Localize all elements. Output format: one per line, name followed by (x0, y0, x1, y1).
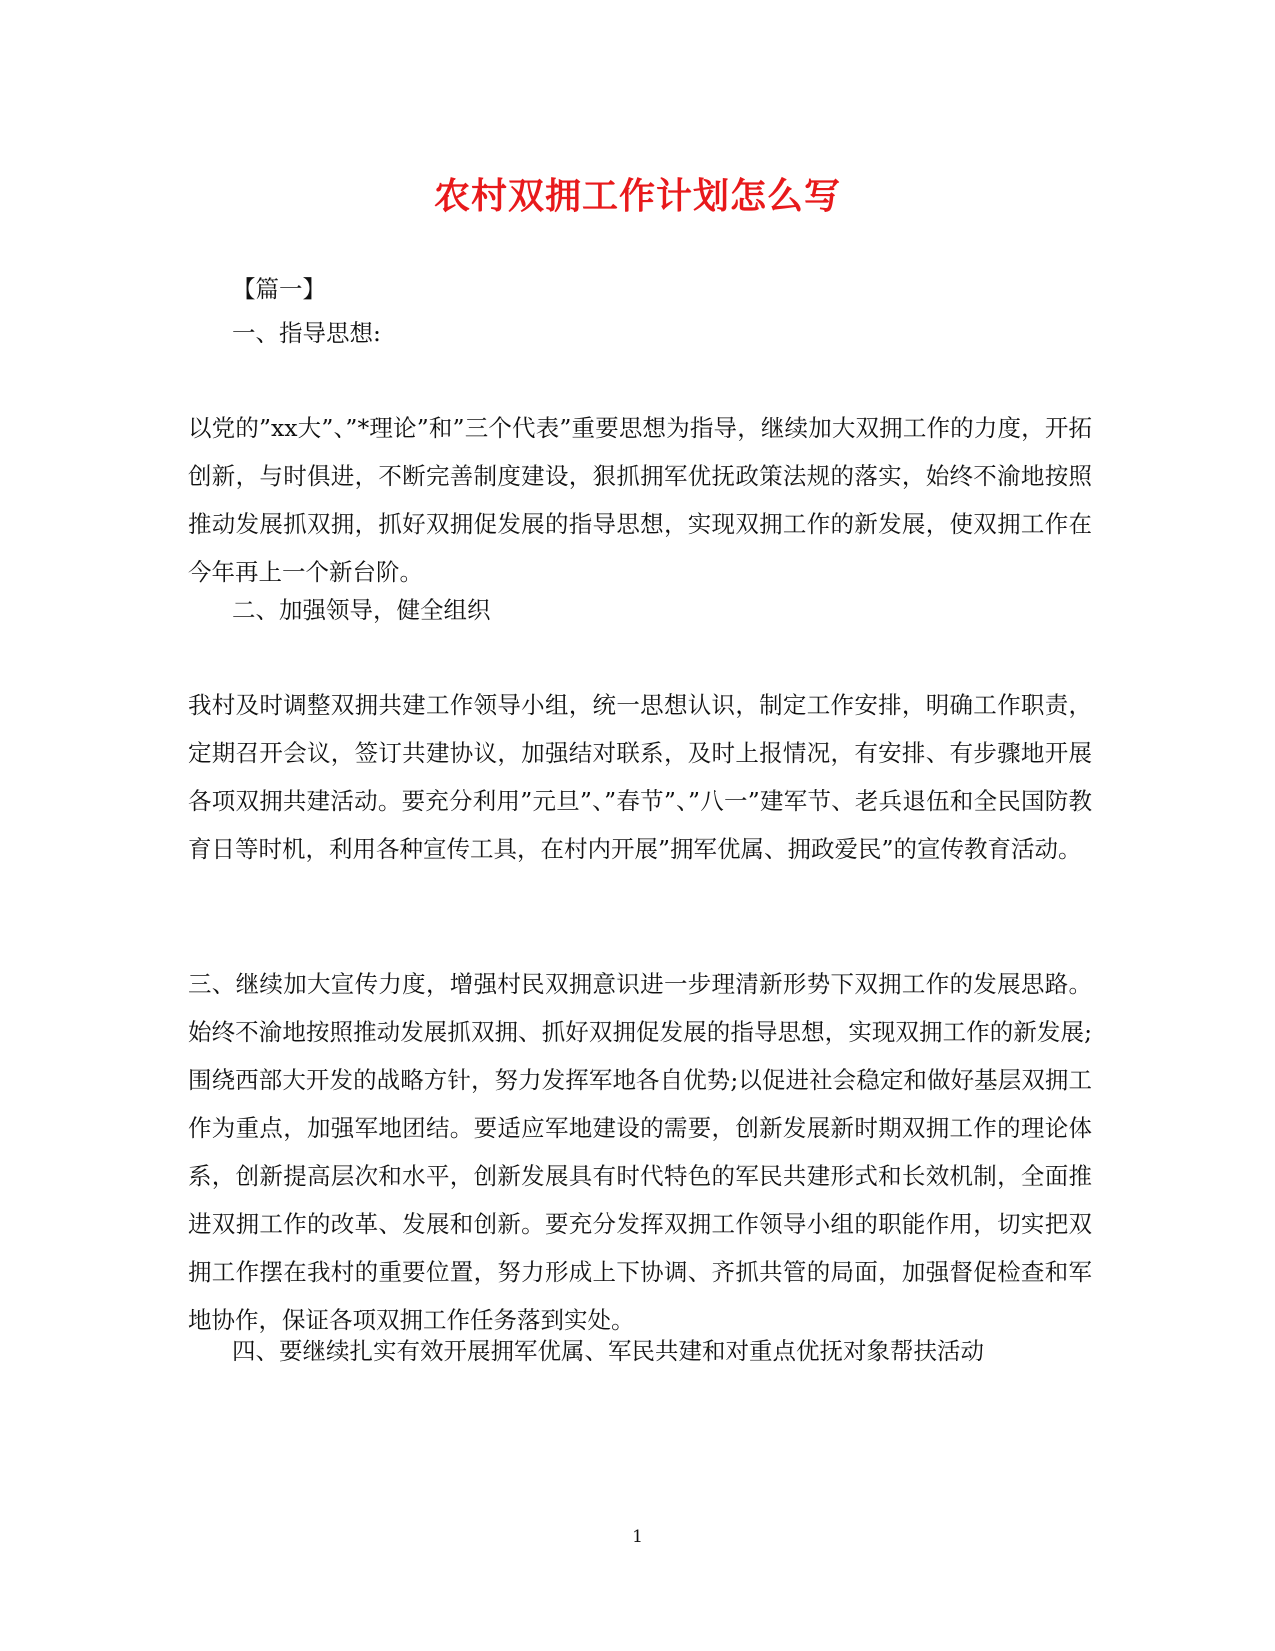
heading-support-activities: 四、要继续扎实有效开展拥军优属、军民共建和对重点优抚对象帮扶活动 (232, 1337, 984, 1365)
paragraph-guiding-ideology: 以党的”xx大”、”*理论”和”三个代表”重要思想为指导，继续加大双拥工作的力度，开拓创新，与时俱进，不断完善制度建设，狠抓拥军优抚政策法规的落实，始终不渝地按照推动发展抓双拥，抓好双拥促发展的指导思想，实现双拥工作的新发展，使双拥工作在今年再上一个新台阶。 (188, 414, 1092, 586)
document-title: 农村双拥工作计划怎么写 (433, 175, 841, 217)
paragraph-leadership: 我村及时调整双拥共建工作领导小组，统一思想认识，制定工作安排，明确工作职责，定期召开会议，签订共建协议，加强结对联系，及时上报情况，有安排、有步骤地开展各项双拥共建活动。要充分利用”元旦”、”春节”、”八一”建军节、老兵退伍和全民国防教育日等时机，利用各种宣传工具，在村内开展”拥军优属、拥政爱民”的宣传教育活动。 (188, 691, 1092, 863)
heading-guiding-ideology: 一、指导思想: (232, 319, 381, 347)
page-number: 1 (632, 1527, 643, 1547)
section-label: 【篇一】 (232, 275, 326, 303)
heading-leadership: 二、加强领导，健全组织 (232, 596, 491, 624)
paragraph-publicity: 三、继续加大宣传力度，增强村民双拥意识进一步理清新形势下双拥工作的发展思路。始终不渝地按照推动发展抓双拥、抓好双拥促发展的指导思想，实现双拥工作的新发展;围绕西部大开发的战略方针，努力发挥军地各自优势;以促进社会稳定和做好基层双拥工作为重点，加强军地团结。要适应军地建设的需要，创新发展新时期双拥工作的理论体系，创新提高层次和水平，创新发展具有时代特色的军民共建形式和长效机制，全面推进双拥工作的改革、发展和创新。要充分发挥双拥工作领导小组的职能作用，切实把双拥工作摆在我村的重要位置，努力形成上下协调、齐抓共管的局面，加强督促检查和军地协作，保证各项双拥工作任务落到实处。 (188, 970, 1092, 1334)
